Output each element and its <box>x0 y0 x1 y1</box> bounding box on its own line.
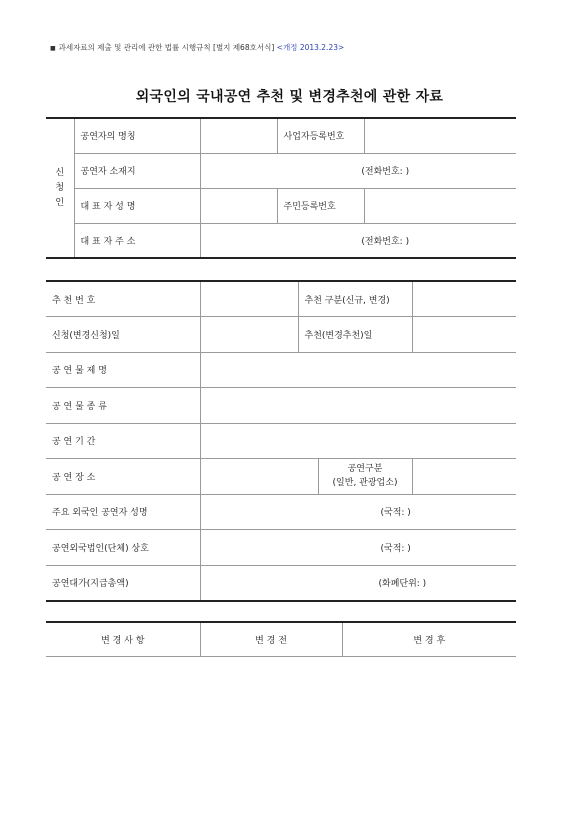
resident-reg-label: 주민등록번호 <box>277 188 364 223</box>
form-header-note <box>50 42 344 53</box>
rec-type-field[interactable] <box>412 281 516 317</box>
performer-name-field[interactable] <box>200 118 277 153</box>
performer-address-field[interactable]: (전화번호: ) <box>200 153 516 188</box>
perf-type-field[interactable] <box>412 459 516 495</box>
applicant-side-label: 신 청 인 <box>46 118 74 258</box>
resident-reg-field[interactable] <box>364 188 516 223</box>
apply-date-label: 신청(변경신청)일 <box>46 317 200 353</box>
rec-number-label: 추 천 번 호 <box>46 281 200 317</box>
change-item-header: 변 경 사 항 <box>46 622 200 656</box>
recommendation-table <box>46 280 516 602</box>
venue-field[interactable] <box>200 459 318 495</box>
rep-address-label: 대 표 자 주 소 <box>74 223 200 258</box>
performer-name-label: 공연자의 명칭 <box>74 118 200 153</box>
rec-number-field[interactable] <box>200 281 298 317</box>
main-performer-field[interactable]: (국적: ) <box>200 494 516 530</box>
perf-type-label: 공연구분 (일반, 관광업소) <box>318 459 412 495</box>
period-label: 공 연 기 간 <box>46 423 200 459</box>
business-reg-label: 사업자등록번호 <box>277 118 364 153</box>
apply-date-field[interactable] <box>200 317 298 353</box>
fee-field[interactable]: (화폐단위: ) <box>200 565 516 601</box>
rec-date-label: 추천(변경추천)일 <box>298 317 412 353</box>
bullet-icon: ■ <box>50 45 56 52</box>
corp-name-field[interactable]: (국적: ) <box>200 530 516 566</box>
rec-type-label: 추천 구분(신규, 변경) <box>298 281 412 317</box>
work-kind-field[interactable] <box>200 388 516 424</box>
fee-label: 공연대가(지급총액) <box>46 565 200 601</box>
rep-name-label: 대 표 자 성 명 <box>74 188 200 223</box>
venue-label: 공 연 장 소 <box>46 459 200 495</box>
law-reference: 과세자료의 제출 및 관리에 관한 법률 시행규칙 [별지 제68호서식] <box>58 43 275 52</box>
applicant-table <box>46 117 516 259</box>
business-reg-field[interactable] <box>364 118 516 153</box>
page-title: 외국인의 국내공연 추천 및 변경추천에 관한 자료 <box>135 89 444 105</box>
period-field[interactable] <box>200 423 516 459</box>
rec-date-field[interactable] <box>412 317 516 353</box>
main-performer-label: 주요 외국인 공연자 성명 <box>46 494 200 530</box>
change-table <box>46 621 516 657</box>
change-before-header: 변 경 전 <box>200 622 342 656</box>
performer-address-label: 공연자 소재지 <box>74 153 200 188</box>
change-after-header: 변 경 후 <box>342 622 516 656</box>
work-title-field[interactable] <box>200 352 516 388</box>
corp-name-label: 공연외국법인(단체) 상호 <box>46 530 200 566</box>
work-title-label: 공 연 물 제 명 <box>46 352 200 388</box>
work-kind-label: 공 연 물 종 류 <box>46 388 200 424</box>
revision-link[interactable]: <개정 2013.2.23> <box>276 43 345 52</box>
rep-name-field[interactable] <box>200 188 277 223</box>
rep-address-field[interactable]: (전화번호: ) <box>200 223 516 258</box>
